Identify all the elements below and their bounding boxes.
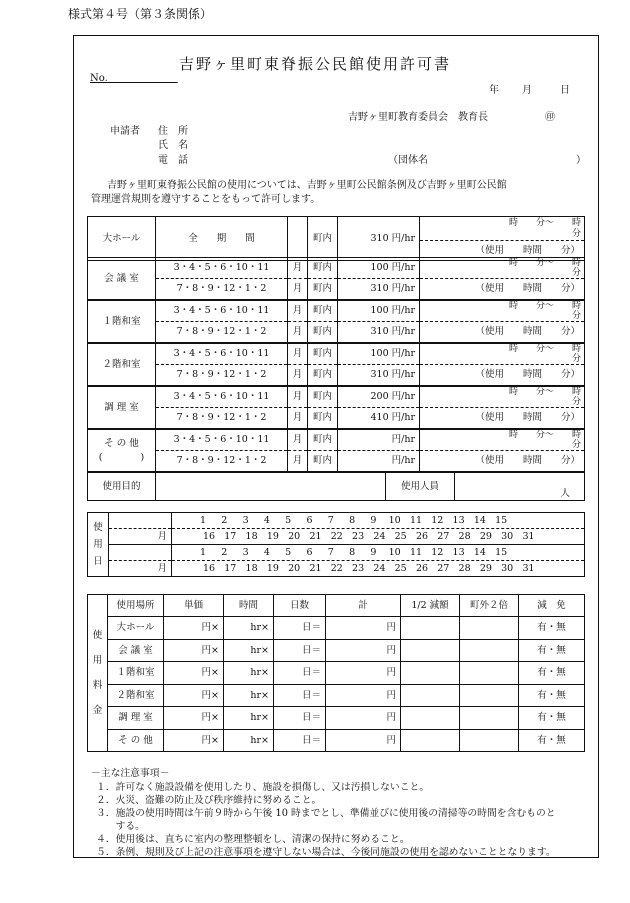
fee-row: [88, 617, 585, 640]
days[interactable]: 日＝: [274, 729, 326, 752]
applicant-label: 申請者: [110, 126, 140, 137]
in-town-label: 町内: [308, 451, 338, 472]
fee-row: [88, 684, 585, 707]
group-name-close: ）: [576, 155, 586, 166]
days[interactable]: 日＝: [274, 707, 326, 730]
name-label: 氏 名: [158, 140, 188, 151]
calendar-day[interactable]: 29: [479, 562, 492, 574]
calendar-day[interactable]: 13: [452, 546, 465, 558]
room-name: 調 理 室: [88, 387, 156, 429]
month-unit: 月: [288, 279, 308, 300]
calendar-day[interactable]: 14: [473, 546, 486, 558]
period-summer-winter: 7・8・9・12・1・2: [156, 365, 288, 386]
page-title: 吉野ヶ里町東脊振公民館使用許可書: [178, 55, 451, 73]
address-label: 住 所: [158, 126, 188, 137]
half-discount[interactable]: [401, 707, 460, 730]
room-period: 全 期 間: [156, 217, 288, 261]
in-town-label: 町内: [308, 430, 338, 451]
half-discount[interactable]: [401, 684, 460, 707]
room-price: 310 円/hr: [338, 217, 420, 261]
calendar-day[interactable]: 24: [373, 562, 386, 574]
out-of-town-double[interactable]: [460, 729, 519, 752]
days[interactable]: 日＝: [274, 639, 326, 662]
days-row: [172, 529, 585, 545]
usage-date-calendar: [87, 512, 585, 577]
room-row: [87, 300, 585, 343]
fee-place: 調 理 室: [108, 707, 164, 730]
fee-place: １階和室: [108, 662, 164, 685]
calendar-day[interactable]: 5: [285, 514, 292, 526]
month-unit: 月: [288, 430, 308, 451]
calendar-day[interactable]: 5: [285, 546, 292, 558]
notes-heading: －主な注意事項－: [91, 768, 170, 779]
calendar-day[interactable]: 12: [431, 514, 444, 526]
month-unit: 月: [288, 365, 308, 386]
calendar-day[interactable]: 13: [452, 514, 465, 526]
calendar-day[interactable]: 3: [242, 514, 249, 526]
purpose-table: [87, 472, 585, 501]
room-price: 100 円/hr: [338, 258, 420, 279]
calendar-day[interactable]: 15: [495, 514, 508, 526]
period-summer-winter: 7・8・9・12・1・2: [156, 451, 288, 472]
fee-header: 使用場所: [108, 595, 164, 617]
people-label: 使用人員: [386, 473, 455, 501]
calendar-day[interactable]: 9: [370, 546, 377, 558]
phone-label: 電 話: [158, 155, 188, 166]
days-row: [172, 513, 585, 529]
time-slot: 時 分～ 時 分: [420, 344, 585, 365]
period-spring-autumn: 3・4・5・6・10・11: [156, 258, 288, 279]
use-time: （使用 時間 分）: [420, 451, 585, 472]
period-spring-autumn: 3・4・5・6・10・11: [156, 387, 288, 408]
room-row: [87, 343, 585, 386]
calendar-day[interactable]: 16: [202, 530, 216, 542]
period-summer-winter: 7・8・9・12・1・2: [156, 408, 288, 429]
fee-header: 1/2 減額: [401, 595, 460, 617]
calendar-day[interactable]: 10: [388, 546, 401, 558]
days-row: [172, 545, 585, 561]
calendar-day[interactable]: 14: [473, 514, 486, 526]
calendar-day[interactable]: 11: [409, 546, 423, 558]
calendar-day[interactable]: 29: [479, 530, 492, 542]
number-label: No.: [90, 73, 108, 84]
room-name: 大ホール: [88, 217, 156, 261]
unit-price[interactable]: 円×: [164, 662, 224, 685]
fee-place: ２階和室: [108, 684, 164, 707]
calendar-day[interactable]: 22: [330, 562, 343, 574]
month-unit: 月: [288, 344, 308, 365]
calendar-day[interactable]: 26: [415, 562, 429, 574]
month-cell: [288, 217, 308, 261]
calendar-day[interactable]: 23: [352, 562, 365, 574]
date-year: 年: [489, 85, 499, 96]
calendar-day[interactable]: 30: [501, 562, 514, 574]
days-row: [172, 561, 585, 577]
room-name: ２階和室: [88, 344, 156, 386]
calendar-day[interactable]: 25: [394, 562, 407, 574]
calendar-day[interactable]: 4: [263, 546, 270, 558]
calendar-day[interactable]: 25: [394, 530, 407, 542]
calendar-day[interactable]: 26: [415, 530, 429, 542]
fee-header: 町外２倍: [460, 595, 519, 617]
days[interactable]: 日＝: [274, 684, 326, 707]
room-price: 100 円/hr: [338, 344, 420, 365]
calendar-day[interactable]: 20: [288, 530, 301, 542]
unit-price[interactable]: 円×: [164, 729, 224, 752]
calendar-day[interactable]: 28: [458, 562, 471, 574]
period-summer-winter: 7・8・9・12・1・2: [156, 322, 288, 343]
room-price: 310 円/hr: [338, 365, 420, 386]
calendar-day[interactable]: 17: [224, 530, 237, 542]
date-day: 日: [560, 85, 570, 96]
unit-price[interactable]: 円×: [164, 639, 224, 662]
out-of-town-double[interactable]: [460, 707, 519, 730]
room-price: 200 円/hr: [338, 387, 420, 408]
in-town-label: 町内: [308, 365, 338, 386]
room-row: [87, 386, 585, 429]
period-spring-autumn: 3・4・5・6・10・11: [156, 430, 288, 451]
use-time: （使用 時間 分）: [420, 408, 585, 429]
half-discount[interactable]: [401, 662, 460, 685]
time-slot: 時 分～ 時 分: [420, 301, 585, 322]
room-price: 円/hr: [338, 451, 420, 472]
calendar-day[interactable]: 12: [431, 546, 444, 558]
total[interactable]: 円: [326, 639, 401, 662]
calendar-day[interactable]: 18: [245, 530, 258, 542]
calendar-day[interactable]: 8: [349, 546, 356, 558]
room-name: 会 議 室: [88, 258, 156, 300]
fee-row: [88, 707, 585, 730]
fee-row: [88, 639, 585, 662]
note-item: ３．施設の使用時間は午前９時から午後 10 時までとし、準備並びに使用後の清掃等の時間を含むものと: [96, 808, 556, 819]
calendar-day[interactable]: 7: [327, 514, 334, 526]
use-time: （使用 時間 分）: [420, 365, 585, 386]
month-unit: 月: [109, 529, 172, 545]
room-price: 100 円/hr: [338, 301, 420, 322]
purpose-label: 使用目的: [88, 473, 156, 501]
calendar-day[interactable]: 21: [309, 562, 322, 574]
room-price: 410 円/hr: [338, 408, 420, 429]
hours[interactable]: hr×: [224, 662, 274, 685]
month-unit: 月: [288, 258, 308, 279]
note-item: １．許可なく施設設備を使用したり、施設を損傷し、又は汚損しないこと。: [96, 782, 430, 793]
unit-price[interactable]: 円×: [164, 707, 224, 730]
calendar-day[interactable]: 18: [245, 562, 258, 574]
use-time: （使用 時間 分）: [420, 241, 585, 261]
room-row: [87, 257, 585, 300]
hours[interactable]: hr×: [224, 617, 274, 640]
fee-header: 日数: [274, 595, 326, 617]
hours[interactable]: hr×: [224, 729, 274, 752]
form-number: 様式第４号（第３条関係）: [68, 7, 213, 21]
fee-place: 会 議 室: [108, 639, 164, 662]
days[interactable]: 日＝: [274, 617, 326, 640]
in-town-label: 町内: [308, 258, 338, 279]
total[interactable]: 円: [326, 707, 401, 730]
issuer: 吉野ヶ里町教育委員会 教育長: [348, 112, 488, 123]
total[interactable]: 円: [326, 662, 401, 685]
room-name: １階和室: [88, 301, 156, 343]
calendar-day[interactable]: 19: [266, 562, 279, 574]
note-item: する。: [96, 821, 145, 832]
half-discount[interactable]: [401, 617, 460, 640]
fee-row: [88, 662, 585, 685]
month-unit: 月: [109, 561, 172, 577]
period-spring-autumn: 3・4・5・6・10・11: [156, 301, 288, 322]
in-town-label: 町内: [308, 279, 338, 300]
out-of-town-double[interactable]: [460, 662, 519, 685]
in-town-label: 町内: [308, 408, 338, 429]
in-town-label: 町内: [308, 322, 338, 343]
calendar-day[interactable]: 4: [263, 514, 270, 526]
fee-header: 減 免: [519, 595, 585, 617]
purpose-field[interactable]: [156, 473, 386, 501]
room-price: 310 円/hr: [338, 322, 420, 343]
calendar-day[interactable]: 30: [501, 530, 514, 542]
calendar-day[interactable]: 11: [409, 514, 423, 526]
room-row: [87, 429, 585, 472]
use-time: （使用 時間 分）: [420, 322, 585, 343]
out-of-town-double[interactable]: [460, 617, 519, 640]
room-name: そ の 他 ( ): [88, 430, 156, 472]
statement-line-2: 管理運営規則を遵守することをもって許可します。: [91, 194, 321, 205]
hours[interactable]: hr×: [224, 707, 274, 730]
calendar-day[interactable]: 6: [306, 514, 313, 526]
period-summer-winter: 7・8・9・12・1・2: [156, 279, 288, 300]
room-price: 円/hr: [338, 430, 420, 451]
exemption[interactable]: 有・無: [519, 729, 585, 752]
calendar-day[interactable]: 9: [370, 514, 377, 526]
in-town-label: 町内: [308, 301, 338, 322]
note-item: ２．火災、盗難の防止及び秩序維持に努めること。: [96, 795, 322, 806]
group-name-label: （団体名: [388, 155, 428, 166]
seal-mark: ㊞: [545, 112, 555, 123]
out-of-town-double[interactable]: [460, 684, 519, 707]
usage-date-label: 使 用 日: [88, 513, 109, 577]
fee-place: 大ホール: [108, 617, 164, 640]
calendar-day[interactable]: 28: [458, 530, 471, 542]
hours[interactable]: hr×: [224, 639, 274, 662]
calendar-day[interactable]: 24: [373, 530, 386, 542]
fee-side-label: 使 用 料 金: [88, 595, 108, 752]
calendar-day[interactable]: 7: [327, 546, 334, 558]
calendar-day[interactable]: 21: [309, 530, 322, 542]
hours[interactable]: hr×: [224, 684, 274, 707]
month-field: [109, 513, 172, 529]
calendar-day[interactable]: 10: [388, 514, 401, 526]
calendar-day[interactable]: 16: [202, 562, 216, 574]
exemption[interactable]: 有・無: [519, 662, 585, 685]
total[interactable]: 円: [326, 617, 401, 640]
statement-line-1: 吉野ヶ里町東脊振公民館の使用については、吉野ヶ里町公民館条例及び吉野ヶ里町公民館: [107, 180, 507, 191]
calendar-day[interactable]: 20: [288, 562, 301, 574]
month-unit: 月: [288, 387, 308, 408]
half-discount[interactable]: [401, 729, 460, 752]
date-month: 月: [522, 85, 532, 96]
calendar-day[interactable]: 2: [221, 514, 228, 526]
exemption[interactable]: 有・無: [519, 684, 585, 707]
unit-price[interactable]: 円×: [164, 617, 224, 640]
calendar-day[interactable]: 3: [242, 546, 249, 558]
month-unit: 月: [288, 451, 308, 472]
calendar-day[interactable]: 15: [495, 546, 508, 558]
time-slot: 時 分～ 時 分: [420, 387, 585, 408]
fee-table: [87, 594, 585, 752]
calendar-day[interactable]: 27: [437, 562, 450, 574]
calendar-day[interactable]: 31: [522, 530, 535, 542]
use-time: （使用 時間 分）: [420, 279, 585, 300]
room-price: 310 円/hr: [338, 279, 420, 300]
in-town-label: 町内: [308, 344, 338, 365]
calendar-day[interactable]: 27: [437, 530, 450, 542]
month-unit: 月: [288, 408, 308, 429]
period-spring-autumn: 3・4・5・6・10・11: [156, 344, 288, 365]
calendar-day[interactable]: 23: [352, 530, 365, 542]
time-slot: 時 分～ 時 分: [420, 217, 585, 241]
in-town-label: 町内: [308, 217, 338, 261]
fee-row: [88, 729, 585, 752]
calendar-day[interactable]: 31: [522, 562, 535, 574]
time-slot: 時 分～ 時 分: [420, 258, 585, 279]
rooms-table: [87, 216, 585, 261]
exemption[interactable]: 有・無: [519, 707, 585, 730]
fee-header: 計: [326, 595, 401, 617]
month-unit: 月: [288, 301, 308, 322]
unit-price[interactable]: 円×: [164, 684, 224, 707]
calendar-day[interactable]: 2: [221, 546, 228, 558]
time-slot: 時 分～ 時 分: [420, 430, 585, 451]
month-unit: 月: [288, 322, 308, 343]
total[interactable]: 円: [326, 729, 401, 752]
out-of-town-double[interactable]: [460, 639, 519, 662]
calendar-day[interactable]: 17: [224, 562, 237, 574]
note-item: ５．条例、規則及び上記の注意事項を遵守しない場合は、今後同施設の使用を認めないこととなります。: [96, 847, 556, 858]
calendar-day[interactable]: 19: [266, 530, 279, 542]
days[interactable]: 日＝: [274, 662, 326, 685]
fee-place: そ の 他: [108, 729, 164, 752]
fee-header: 時間: [224, 595, 274, 617]
half-discount[interactable]: [401, 639, 460, 662]
fee-header: 単価: [164, 595, 224, 617]
calendar-day[interactable]: 6: [306, 546, 313, 558]
month-field: [109, 545, 172, 561]
exemption[interactable]: 有・無: [519, 617, 585, 640]
calendar-day[interactable]: 22: [330, 530, 343, 542]
total[interactable]: 円: [326, 684, 401, 707]
calendar-day[interactable]: 1: [199, 514, 207, 526]
people-field[interactable]: 人: [455, 473, 585, 501]
exemption[interactable]: 有・無: [519, 639, 585, 662]
in-town-label: 町内: [308, 387, 338, 408]
note-item: ４．使用後は、直ちに室内の整理整頓をし、清潔の保持に努めること。: [96, 834, 410, 845]
calendar-day[interactable]: 1: [199, 546, 207, 558]
calendar-day[interactable]: 8: [349, 514, 356, 526]
